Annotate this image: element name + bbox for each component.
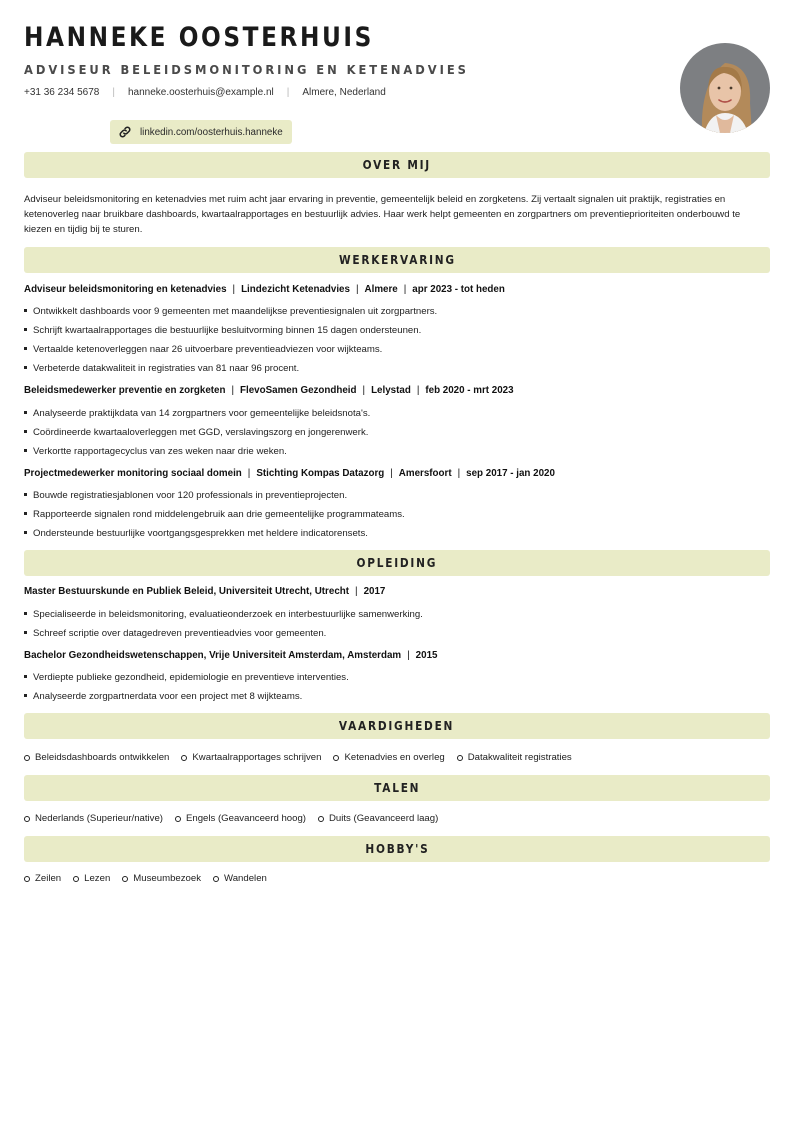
hobby-item: Wandelen xyxy=(213,873,267,884)
bullet-dot xyxy=(24,876,30,882)
email-address[interactable]: hanneke.oosterhuis@example.nl xyxy=(127,87,274,98)
linkedin-link[interactable] xyxy=(110,120,292,144)
bullet-dot xyxy=(24,816,30,822)
list-item: Coördineerde kwartaaloverleggen met GGD, verslavingszorg en jongerenwerk. xyxy=(24,426,370,445)
list-item: Vertaalde ketenoverleggen naar 26 uitvoerbare preventieadviezen voor wijkteams. xyxy=(24,343,437,362)
list-item: Schreef scriptie over datagedreven preventieadvies voor gemeenten. xyxy=(24,627,423,646)
list-item: Analyseerde zorgpartnerdata voor een project met 8 wijkteams. xyxy=(24,690,349,709)
list-item: Rapporteerde signalen rond middelengebruik aan drie gemeentelijke programmateams. xyxy=(24,508,405,527)
language-item: Engels (Geavanceerd hoog) xyxy=(175,813,306,824)
list-item: Verkortte rapportagecyclus van zes weken naar drie weken. xyxy=(24,445,370,464)
language-item: Nederlands (Superieur/native) xyxy=(24,813,163,824)
section-header-hobbies: HOBBY'S xyxy=(24,836,770,862)
skills-list xyxy=(24,752,584,763)
bullet-dot xyxy=(181,755,187,761)
education-heading: Bachelor Gezondheidswetenschappen, Vrije Universiteit Amsterdam, Amsterdam | 2015 xyxy=(24,650,438,661)
job-bullets xyxy=(24,489,405,546)
bullet-dot xyxy=(175,816,181,822)
language-item: Duits (Geavanceerd laag) xyxy=(318,813,438,824)
hobbies-list xyxy=(24,873,279,884)
section-header-languages: TALEN xyxy=(24,775,770,801)
bullet-dot xyxy=(333,755,339,761)
section-header-skills: VAARDIGHEDEN xyxy=(24,713,770,739)
list-item: Ondersteunde bestuurlijke voortgangsgesprekken met heldere indicatorensets. xyxy=(24,527,405,546)
list-item: Specialiseerde in beleidsmonitoring, evaluatieonderzoek en interbestuurlijke samenwerking. xyxy=(24,608,423,627)
job-heading: Beleidsmedewerker preventie en zorgketen | FlevoSamen Gezondheid | Lelystad | feb 2020 - mrt 2023 xyxy=(24,385,514,396)
skill-item: Kwartaalrapportages schrijven xyxy=(181,752,321,763)
hobby-item: Zeilen xyxy=(24,873,61,884)
job-bullets xyxy=(24,305,437,381)
list-item: Verdiepte publieke gezondheid, epidemiologie en preventieve interventies. xyxy=(24,671,349,690)
location: Almere, Nederland xyxy=(302,87,386,98)
job-heading: Adviseur beleidsmonitoring en ketenadvies | Lindezicht Ketenadvies | Almere | apr 2023 - tot heden xyxy=(24,284,505,295)
section-header-about: OVER MIJ xyxy=(24,152,770,178)
section-header-education: OPLEIDING xyxy=(24,550,770,576)
hobby-item: Lezen xyxy=(73,873,110,884)
about-text: Adviseur beleidsmonitoring en ketenadvies met ruim acht jaar ervaring in preventie, gemeentelijk beleid en zorgketens. Zij vertaalt signalen uit praktijk, registraties en ketenoverleg naar bruikbare dashboards, kwartaalrapportages en bestuurlijk advies. Haar werk helpt gemeenten en zorgpartners om preventieprioriteiten onderbouwd te kiezen en tijdig bij te sturen. xyxy=(24,194,741,235)
bullet-dot xyxy=(73,876,79,882)
education-heading: Master Bestuurskunde en Publiek Beleid, Universiteit Utrecht, Utrecht | 2017 xyxy=(24,586,386,597)
bullet-dot xyxy=(457,755,463,761)
profile-photo xyxy=(680,43,770,133)
job-heading: Projectmedewerker monitoring sociaal domein | Stichting Kompas Datazorg | Amersfoort | sep 2017 - jan 2020 xyxy=(24,468,555,479)
languages-list xyxy=(24,813,450,824)
bullet-dot xyxy=(213,876,219,882)
bullet-dot xyxy=(318,816,324,822)
separator: | xyxy=(112,87,115,98)
list-item: Ontwikkelt dashboards voor 9 gemeenten met maandelijkse preventiesignalen uit zorgpartners. xyxy=(24,305,437,324)
list-item: Schrijft kwartaalrapportages die bestuurlijke besluitvorming binnen 15 dagen ondersteunen. xyxy=(24,324,437,343)
job-bullets xyxy=(24,407,370,464)
list-item: Analyseerde praktijkdata van 14 zorgpartners voor gemeentelijke beleidsnota's. xyxy=(24,407,370,426)
education-bullets xyxy=(24,671,349,709)
job-title: ADVISEUR BELEIDSMONITORING EN KETENADVIES xyxy=(24,62,469,77)
candidate-name: HANNEKE OOSTERHUIS xyxy=(24,22,374,53)
education-bullets xyxy=(24,608,423,646)
hobby-item: Museumbezoek xyxy=(122,873,201,884)
skill-item: Datakwaliteit registraties xyxy=(457,752,572,763)
link-icon xyxy=(118,125,132,139)
contact-line xyxy=(24,87,386,98)
section-header-experience: WERKERVARING xyxy=(24,247,770,273)
skill-item: Beleidsdashboards ontwikkelen xyxy=(24,752,169,763)
bullet-dot xyxy=(24,755,30,761)
separator: | xyxy=(286,87,290,98)
linkedin-url[interactable]: linkedin.com/oosterhuis.hanneke xyxy=(140,126,283,138)
phone-number: +31 36 234 5678 xyxy=(24,87,100,98)
bullet-dot xyxy=(122,876,128,882)
skill-item: Ketenadvies en overleg xyxy=(333,752,444,763)
list-item: Verbeterde datakwaliteit in registraties van 81 naar 96 procent. xyxy=(24,362,437,381)
list-item: Bouwde registratiesjablonen voor 120 professionals in preventieprojecten. xyxy=(24,489,405,508)
